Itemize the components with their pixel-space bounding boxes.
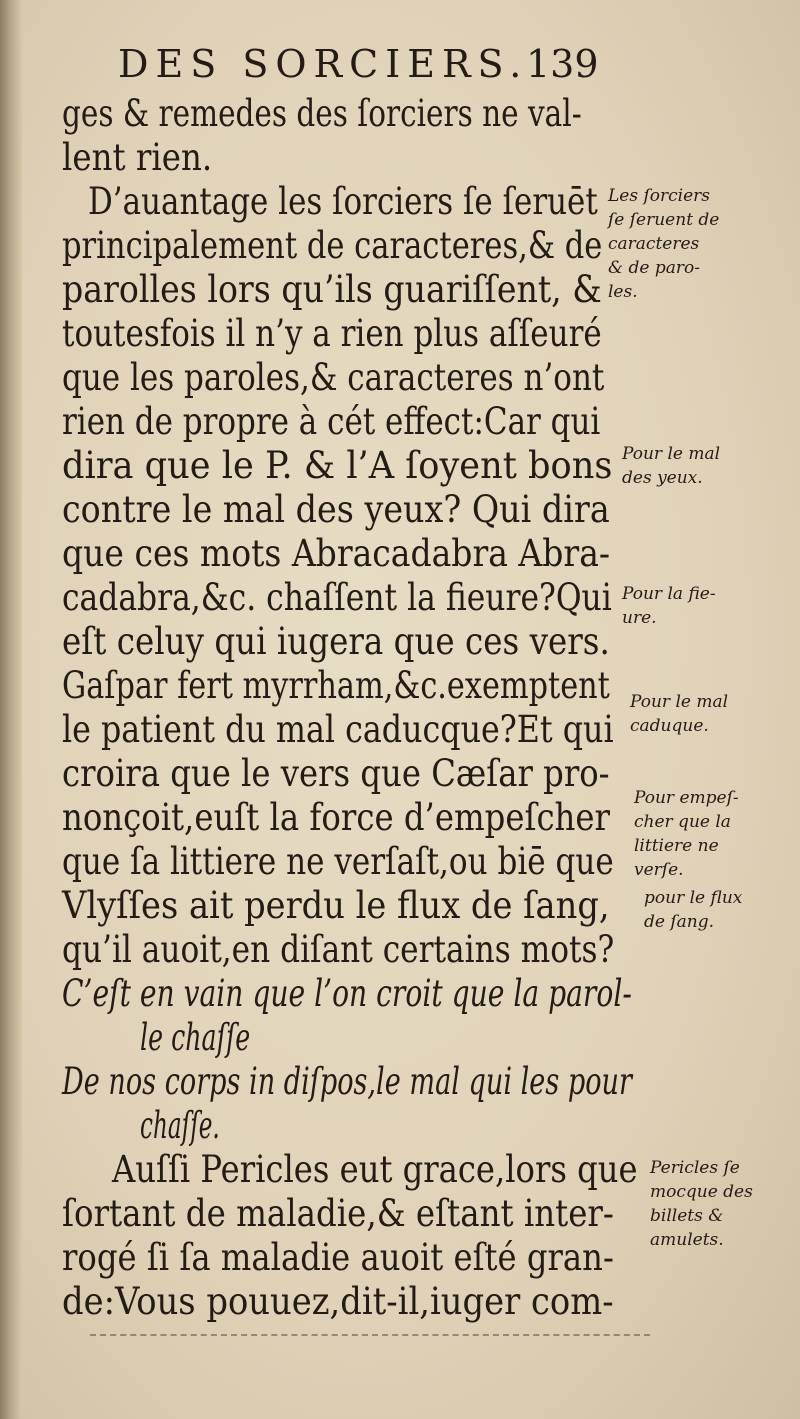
text-line-content: eſt celuy qui iugera que ces vers.: [62, 620, 610, 663]
text-line: [62, 136, 702, 180]
text-line: [62, 1192, 702, 1236]
margin-note-line: cher que la: [634, 812, 731, 832]
text-line-content: cadabra,&c. chaſſent la fieure?Qui: [62, 576, 612, 619]
margin-note-line: verſe.: [634, 860, 684, 880]
running-title: DES SORCIERS.: [118, 42, 529, 86]
text-line: [62, 312, 702, 356]
text-line: [62, 224, 702, 268]
text-line: [62, 1280, 702, 1324]
running-header: [118, 42, 618, 92]
margin-note-line: ſe ſeruent de: [608, 210, 720, 230]
text-line-content: Vlyſſes ait perdu le flux de ſang,: [62, 884, 610, 927]
text-line: [62, 620, 702, 664]
margin-note-line: des yeux.: [622, 468, 703, 488]
margin-note-line: pour le flux: [644, 888, 743, 908]
text-line: [62, 928, 702, 972]
text-line: [140, 1016, 780, 1060]
margin-note-line: ure.: [622, 608, 657, 628]
text-line: [62, 576, 702, 620]
margin-note: [634, 786, 800, 882]
text-line-content: toutesfois il n’y a rien plus aſſeuré: [62, 312, 602, 355]
text-line: [62, 664, 702, 708]
text-line: [140, 1104, 780, 1148]
margin-note-line: mocque des: [650, 1182, 753, 1202]
text-line: [62, 532, 702, 576]
text-line-content: De nos corps in diſpos,le mal qui les pour: [62, 1060, 632, 1103]
margin-note-line: Pour empeſ-: [634, 788, 739, 808]
margin-note-line: & de paro-: [608, 258, 701, 278]
text-line-content: le patient du mal caducque?Et qui: [62, 708, 614, 751]
margin-note-line: Pericles ſe: [650, 1158, 740, 1178]
page-number: 139: [526, 42, 599, 86]
margin-note-line: caracteres: [608, 234, 700, 254]
text-line: [62, 840, 702, 884]
catchword-rule: [90, 1334, 650, 1338]
margin-note: [650, 1156, 800, 1252]
text-line-content: principalement de caracteres,& de: [62, 224, 603, 267]
text-line-content: rogé ſi ſa maladie auoit eſté gran-: [62, 1236, 614, 1279]
text-line: [62, 708, 702, 752]
margin-note-line: Les ſorciers: [608, 186, 710, 206]
text-line: [62, 444, 702, 488]
text-line-content: parolles lors qu’ils guariſſent, &: [62, 268, 602, 311]
text-line-content: ſortant de maladie,& eſtant inter-: [62, 1192, 614, 1235]
text-line: [62, 884, 702, 928]
margin-note-line: Pour le mal: [630, 692, 729, 712]
text-line-content: C’eſt en vain que l’on croit que la parol-: [62, 972, 632, 1015]
text-line-content: dira que le P. & l’A ſoyent bons: [62, 444, 613, 487]
text-line: [62, 972, 702, 1016]
margin-note: [608, 184, 778, 304]
text-line-content: que ces mots Abracadabra Abra-: [62, 532, 611, 575]
margin-note-line: les.: [608, 282, 638, 302]
margin-note-line: Pour le mal: [622, 444, 721, 464]
text-line-content: que ſa littiere ne verſaſt,ou biē que: [62, 840, 614, 883]
text-line-content: contre le mal des yeux? Qui dira: [62, 488, 610, 531]
text-line: [62, 752, 702, 796]
text-line-content: Gaſpar fert myrrham,&c.exemptent: [62, 664, 610, 707]
text-line-content: ges & remedes des ſorciers ne val-: [62, 92, 582, 135]
text-line: [62, 268, 702, 312]
text-line: [62, 488, 702, 532]
text-line-content: rien de propre à cét effect:Car qui: [62, 400, 601, 443]
text-line: [62, 356, 702, 400]
margin-note-line: amulets.: [650, 1230, 724, 1250]
margin-note-line: caduque.: [630, 716, 709, 736]
text-line-content: D’auantage les ſorciers ſe ſeruēt: [88, 180, 598, 223]
margin-note-line: de ſang.: [644, 912, 715, 932]
text-line: [62, 796, 702, 840]
text-line-content: nonçoit,euſt la force d’empeſcher: [62, 796, 610, 839]
margin-note: [630, 690, 800, 738]
text-line-content: que les paroles,& caracteres n’ont: [62, 356, 605, 399]
text-line-content: chaſſe.: [140, 1104, 220, 1147]
text-line-content: croira que le vers que Cæſar pro-: [62, 752, 610, 795]
margin-note: [644, 886, 800, 934]
text-line-content: lent rien.: [62, 136, 213, 179]
margin-note-line: littiere ne: [634, 836, 719, 856]
page-gutter: [0, 0, 22, 1419]
text-line: [62, 400, 702, 444]
text-line: [62, 92, 702, 136]
margin-note: [622, 582, 792, 630]
margin-note: [622, 442, 792, 490]
text-line-content: le chaſſe: [140, 1016, 251, 1059]
margin-note-line: billets &: [650, 1206, 724, 1226]
text-line-content: de:Vous pouuez,dit-il,iuger com-: [62, 1280, 614, 1323]
text-line-content: Auſſi Pericles eut grace,lors que: [112, 1148, 638, 1191]
text-line: [62, 1060, 702, 1104]
text-line: [62, 1236, 702, 1280]
margin-note-line: Pour la fie-: [622, 584, 716, 604]
text-line-content: qu’il auoit,en diſant certains mots?: [62, 928, 615, 971]
